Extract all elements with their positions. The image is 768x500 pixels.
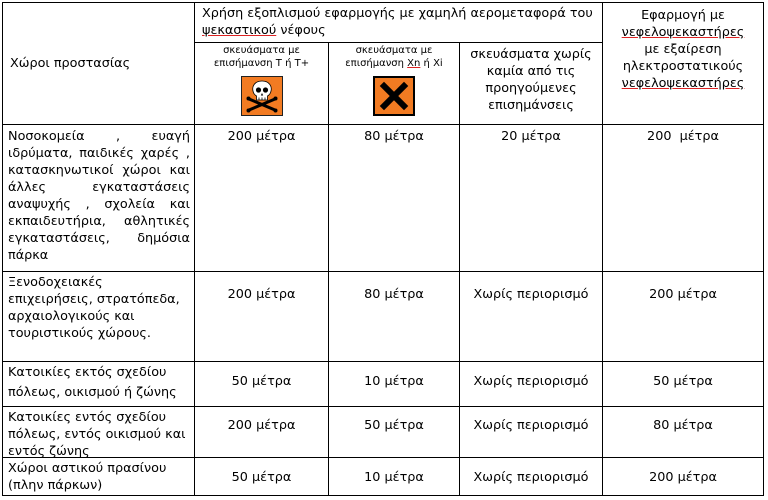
header-low-cloud-suffix: νέφους	[276, 23, 326, 38]
header-sprayer-line: Εφαρμογή με	[641, 8, 725, 23]
distance-value: 50 μέτρα	[231, 470, 292, 485]
table-border-right	[763, 2, 764, 496]
toxic-hazard-symbol	[241, 76, 283, 116]
distance-value: 50 μέτρα	[364, 418, 424, 433]
distance-value: 200 μέτρα	[227, 129, 296, 144]
subheader-harmful-prefix: σκευάσματα με επισήμανση	[345, 45, 433, 69]
distance-value: 50 μέτρα	[653, 374, 713, 389]
distance-value: 10 μέτρα	[364, 470, 424, 485]
x-cross-icon	[378, 81, 410, 111]
cell-none	[460, 469, 602, 486]
cell-toxic	[195, 469, 328, 486]
distance-value: 80 μέτρα	[364, 129, 424, 144]
distance-value: 200 μέτρα	[649, 470, 717, 485]
zone-label: Χώροι αστικού πρασίνου (πλην πάρκων)	[8, 461, 167, 493]
table-row-zone	[8, 128, 190, 270]
subheader-harmful-suffix: ή Xi	[420, 57, 443, 69]
cell-toxic	[195, 373, 328, 390]
header-sprayer-line: ηλεκτροστατικούς	[622, 59, 744, 74]
subheader-toxic-cell	[195, 45, 328, 123]
protection-distance-table	[2, 2, 764, 496]
cell-harmful	[329, 373, 459, 390]
header-low-cloud-underlined: ψεκαστικού	[202, 23, 277, 38]
cell-sprayer	[603, 417, 763, 434]
skull-crossbones-icon	[244, 79, 280, 113]
cell-sprayer	[603, 373, 763, 390]
distance-value: 200 μέτρα	[647, 129, 719, 144]
header-low-cloud-prefix: Χρήση εξοπλισμού εφαρμογής με χαμηλή αερομεταφορά του	[202, 6, 593, 21]
table-border-left	[2, 2, 3, 496]
subheader-toxic-prefix: σκευάσματα με επισήμανση	[213, 45, 300, 69]
zone-label: Ξενοδοχειακές επιχειρήσεις, στρατόπεδα, αρχαιολογικούς και τουριστικούς χώρους.	[8, 275, 180, 341]
cell-none	[460, 286, 602, 303]
cell-none	[460, 417, 602, 434]
row-divider	[2, 406, 764, 407]
table-row-zone	[8, 460, 190, 494]
cell-harmful	[329, 286, 459, 303]
row-divider	[2, 271, 764, 272]
row-divider	[194, 42, 602, 43]
table-row-zone	[8, 409, 190, 459]
zone-label: Νοσοκομεία , ευαγή ιδρύματα, παιδικές χαρές , κατασκηνωτικοί χώροι και άλλες εγκαταστάσεις αναψυχής , σχολεία και εκπαιδευτήρια, αθλητικές εγκαταστάσεις, δημόσια πάρκα	[8, 129, 190, 263]
distance-value: 10 μέτρα	[364, 374, 424, 389]
distance-value: 200 μέτρα	[227, 418, 296, 433]
harmful-hazard-symbol	[373, 76, 415, 116]
header-sprayer-line: νεφελοψεκαστήρες	[621, 76, 745, 91]
distance-value: Χωρίς περιορισμό	[473, 418, 589, 433]
distance-value: 50 μέτρα	[231, 374, 292, 389]
subheader-toxic-codes: Τ ή Τ+	[275, 57, 310, 69]
cell-harmful	[329, 128, 459, 145]
distance-value: 20 μέτρα	[501, 129, 561, 144]
zone-label: Κατοικίες εντός σχεδίου πόλεως, εντός οικισμού και εντός ζώνης	[8, 410, 186, 459]
header-sprayer-line: νεφελοψεκαστήρες	[621, 25, 745, 40]
subheader-harmful-code: Xn	[407, 57, 421, 69]
cell-toxic	[195, 286, 328, 303]
header-sprayer-line: με εξαίρεση	[644, 42, 722, 57]
cell-sprayer	[603, 286, 763, 303]
cell-sprayer	[603, 128, 763, 145]
distance-value: Χωρίς περιορισμό	[473, 287, 589, 302]
distance-value: 80 μέτρα	[653, 418, 713, 433]
header-low-cloud-cell	[202, 5, 598, 41]
table-row-zone	[8, 274, 190, 360]
distance-value: Χωρίς περιορισμό	[473, 470, 589, 485]
distance-value: 200 μέτρα	[227, 287, 296, 302]
subheader-harmful-cell	[329, 45, 459, 123]
subheader-none-label: σκευάσματα χωρίς καμία από τις προηγούμενες επισημάνσεις	[470, 47, 592, 113]
header-zone-label: Χώροι προστασίας	[10, 55, 131, 71]
cell-harmful	[329, 469, 459, 486]
distance-value: 200 μέτρα	[649, 287, 717, 302]
table-row-zone	[8, 363, 190, 405]
cell-toxic	[195, 417, 328, 434]
row-divider	[2, 361, 764, 362]
row-divider	[2, 457, 764, 458]
cell-toxic	[195, 128, 328, 145]
header-sprayer-cell	[603, 7, 763, 117]
subheader-none-cell	[462, 46, 600, 122]
row-divider	[2, 124, 764, 125]
cell-sprayer	[603, 469, 763, 486]
distance-value: 80 μέτρα	[364, 287, 424, 302]
zone-label: Κατοικίες εκτός σχεδίου πόλεως, οικισμού ή ζώνης	[8, 365, 177, 400]
cell-none	[460, 128, 602, 145]
table-border-bottom	[2, 495, 764, 496]
cell-none	[460, 373, 602, 390]
header-zone-cell	[10, 2, 190, 124]
cell-harmful	[329, 417, 459, 434]
distance-value: Χωρίς περιορισμό	[473, 374, 589, 389]
